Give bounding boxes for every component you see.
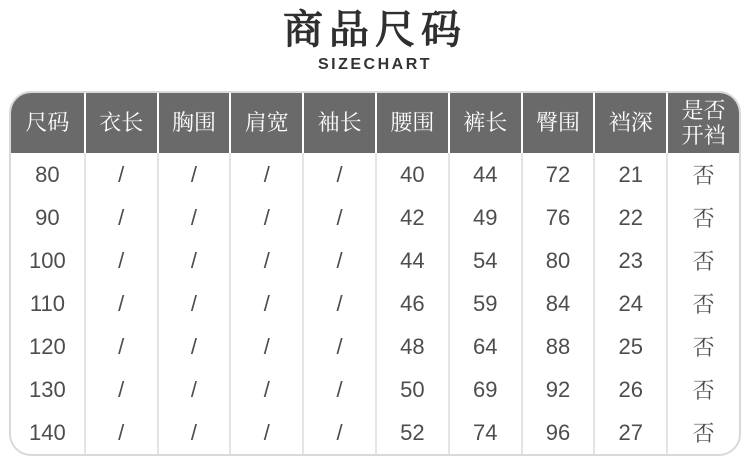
table-cell: 否 [666, 368, 739, 411]
table-row [11, 239, 739, 282]
table-cell: / [84, 282, 157, 325]
table-row [11, 368, 739, 411]
table-cell: 44 [375, 239, 448, 282]
column-header: 臀围 [521, 93, 594, 153]
table-cell: 40 [375, 153, 448, 196]
table-cell: 否 [666, 196, 739, 239]
table-row [11, 282, 739, 325]
size-cell: 90 [35, 204, 60, 230]
table-cell: / [157, 239, 230, 282]
table-body [11, 153, 739, 454]
table-cell: / [84, 239, 157, 282]
table-cell: 23 [593, 239, 666, 282]
table-cell: / [157, 325, 230, 368]
table-cell: 42 [375, 196, 448, 239]
table-cell: / [157, 196, 230, 239]
table-cell: 26 [593, 368, 666, 411]
table-cell: 否 [666, 239, 739, 282]
column-header: 尺码 [25, 110, 70, 136]
table-row [11, 153, 739, 196]
table-cell: 48 [375, 325, 448, 368]
table-cell: / [157, 153, 230, 196]
table-cell: 否 [666, 153, 739, 196]
table-cell: / [84, 411, 157, 454]
table-cell: / [84, 368, 157, 411]
table-cell: 76 [521, 196, 594, 239]
column-header: 裤长 [448, 93, 521, 153]
table-cell: / [229, 153, 302, 196]
table-cell: 27 [593, 411, 666, 454]
size-cell: 80 [35, 161, 60, 187]
table-cell: 74 [448, 411, 521, 454]
table-cell: / [302, 196, 375, 239]
table-cell: 59 [448, 282, 521, 325]
size-cell: 120 [29, 333, 66, 359]
table-cell: / [302, 368, 375, 411]
table-cell: / [229, 368, 302, 411]
table-cell: / [302, 411, 375, 454]
table-cell: 52 [375, 411, 448, 454]
column-header: 袖长 [302, 93, 375, 153]
table-row [11, 325, 739, 368]
size-cell: 140 [29, 419, 66, 445]
table-cell: / [229, 325, 302, 368]
table-cell: 46 [375, 282, 448, 325]
table-header-row [11, 93, 739, 153]
table-cell: / [84, 153, 157, 196]
column-header: 肩宽 [229, 93, 302, 153]
table-cell: 92 [521, 368, 594, 411]
table-cell: 44 [448, 153, 521, 196]
table-cell: 50 [375, 368, 448, 411]
table-cell: / [229, 239, 302, 282]
column-header: 腰围 [375, 93, 448, 153]
column-header: 衣长 [84, 93, 157, 153]
table-cell: 64 [448, 325, 521, 368]
table-cell: / [157, 368, 230, 411]
page-subtitle: SIZECHART [317, 56, 433, 73]
table-cell: / [302, 282, 375, 325]
column-header: 裆深 [593, 93, 666, 153]
table-cell: 否 [666, 325, 739, 368]
table-cell: / [302, 239, 375, 282]
column-header: 胸围 [157, 93, 230, 153]
table-cell: 24 [593, 282, 666, 325]
table-cell: 84 [521, 282, 594, 325]
table-cell: / [302, 153, 375, 196]
table-cell: / [84, 325, 157, 368]
size-cell: 100 [29, 247, 66, 273]
table-cell: / [157, 282, 230, 325]
table-cell: 49 [448, 196, 521, 239]
title-block [0, 0, 750, 74]
size-table [9, 91, 741, 456]
table-cell: 69 [448, 368, 521, 411]
table-cell: / [229, 282, 302, 325]
table-cell: / [84, 196, 157, 239]
column-header: 是否开裆 [666, 93, 739, 153]
table-cell: / [302, 325, 375, 368]
table-cell: / [229, 196, 302, 239]
page-title: 商品尺码 [283, 8, 467, 52]
table-cell: 21 [593, 153, 666, 196]
table-row [11, 196, 739, 239]
size-cell: 110 [29, 290, 65, 316]
table-cell: 54 [448, 239, 521, 282]
table-row [11, 411, 739, 454]
table-cell: 72 [521, 153, 594, 196]
table-cell: 否 [666, 411, 739, 454]
table-cell: / [229, 411, 302, 454]
table-cell: 25 [593, 325, 666, 368]
table-cell: / [157, 411, 230, 454]
table-cell: 否 [666, 282, 739, 325]
size-cell: 130 [29, 376, 66, 402]
table-cell: 96 [521, 411, 594, 454]
table-cell: 88 [521, 325, 594, 368]
table-cell: 22 [593, 196, 666, 239]
table-cell: 80 [521, 239, 594, 282]
